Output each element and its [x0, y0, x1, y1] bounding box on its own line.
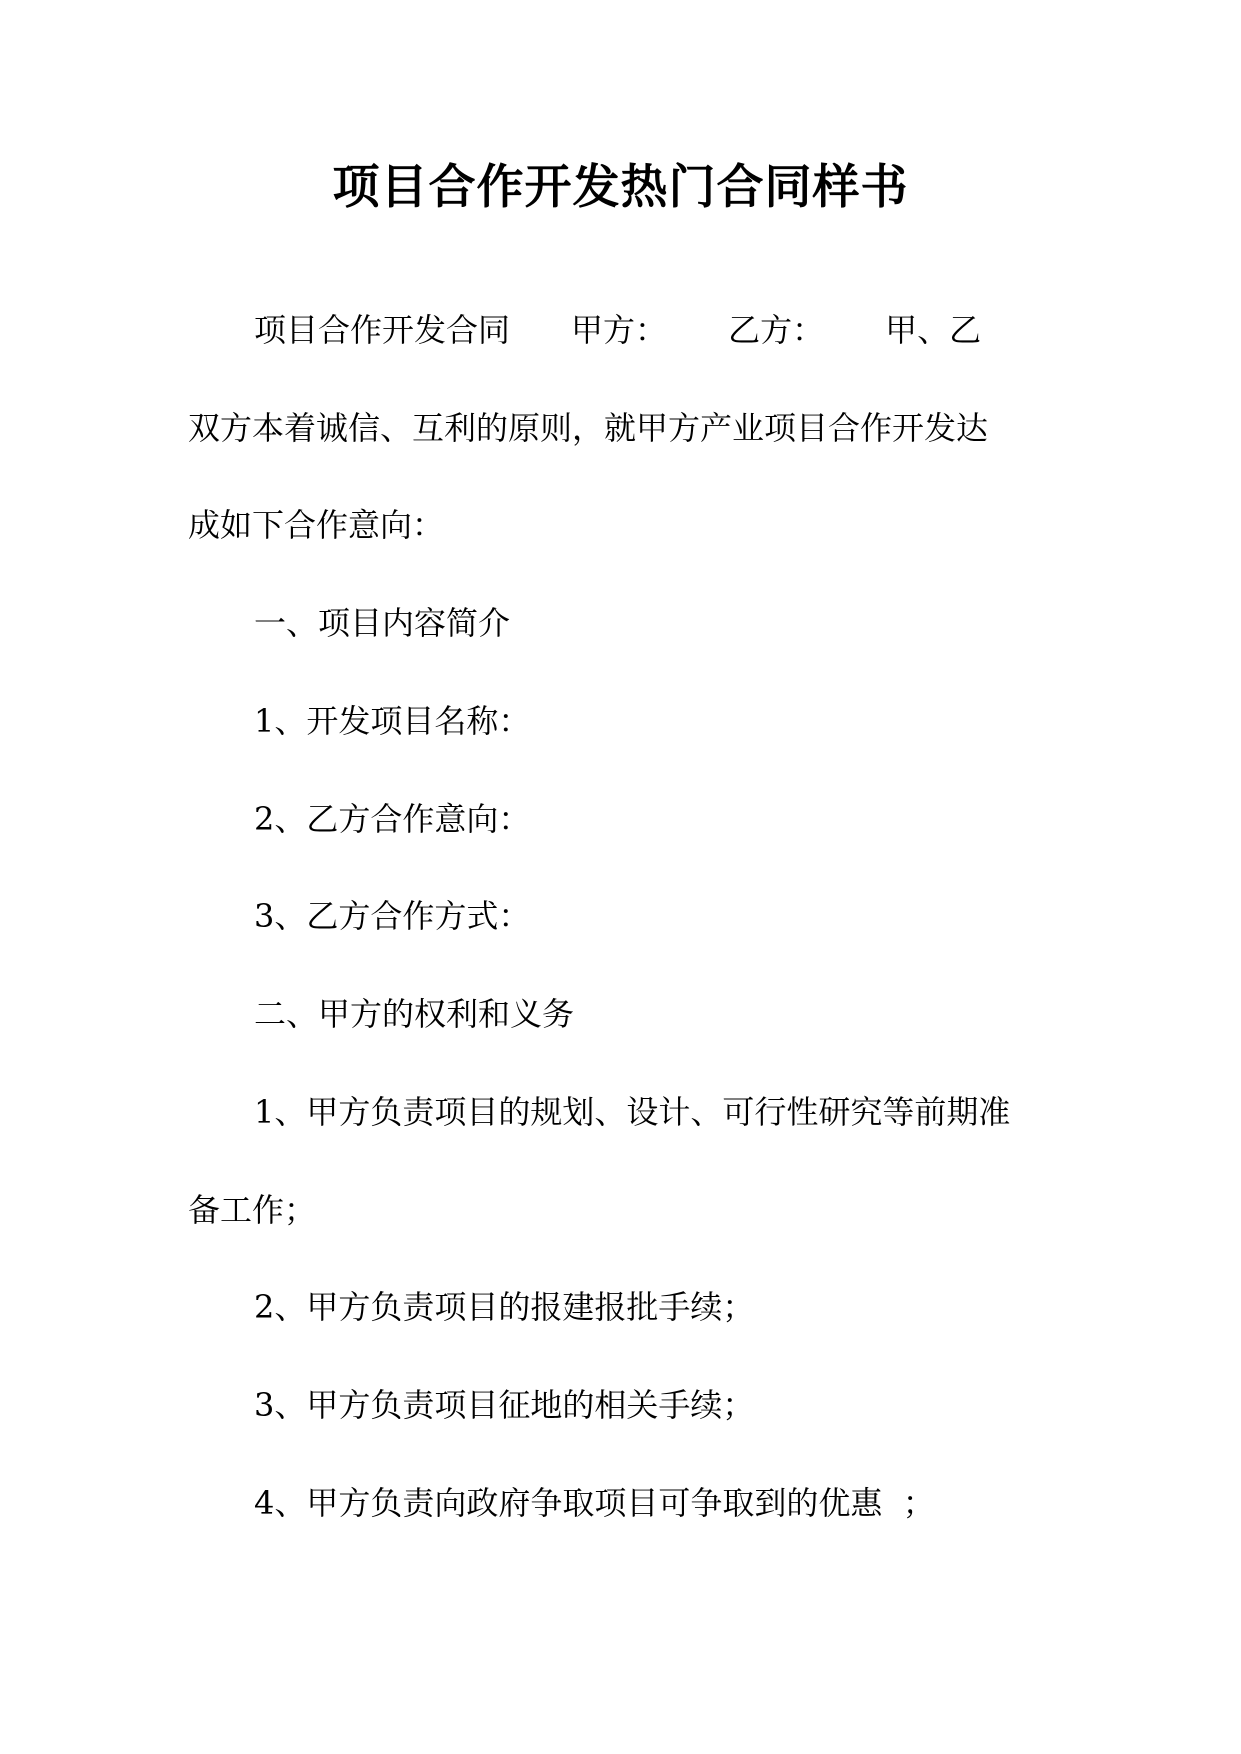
- list-item: 3、甲方负责项目征地的相关手续；: [254, 1386, 755, 1424]
- list-item: 1、甲方负责项目的规划、设计、可行性研究等前期准: [254, 1093, 1011, 1131]
- list-item: 1、开发项目名称：: [254, 702, 531, 740]
- list-item: 2、乙方合作意向：: [254, 800, 531, 838]
- list-item-continuation: 备工作；: [188, 1191, 317, 1229]
- list-item: 3、乙方合作方式：: [254, 897, 531, 935]
- paragraph-line: 成如下合作意向：: [188, 506, 445, 544]
- paragraph-line: 双方本着诚信、互利的原则，就甲方产业项目合作开发达: [188, 409, 989, 447]
- section-heading: 二、甲方的权利和义务: [254, 995, 575, 1033]
- list-item: 4、甲方负责向政府争取项目可争取到的优惠 ；: [254, 1484, 935, 1522]
- paragraph-line: 项目合作开发合同 甲方： 乙方： 甲、乙: [254, 311, 982, 349]
- document-title: 项目合作开发热门合同样书: [332, 160, 909, 215]
- list-item: 2、甲方负责项目的报建报批手续；: [254, 1288, 755, 1326]
- section-heading: 一、项目内容简介: [254, 604, 511, 642]
